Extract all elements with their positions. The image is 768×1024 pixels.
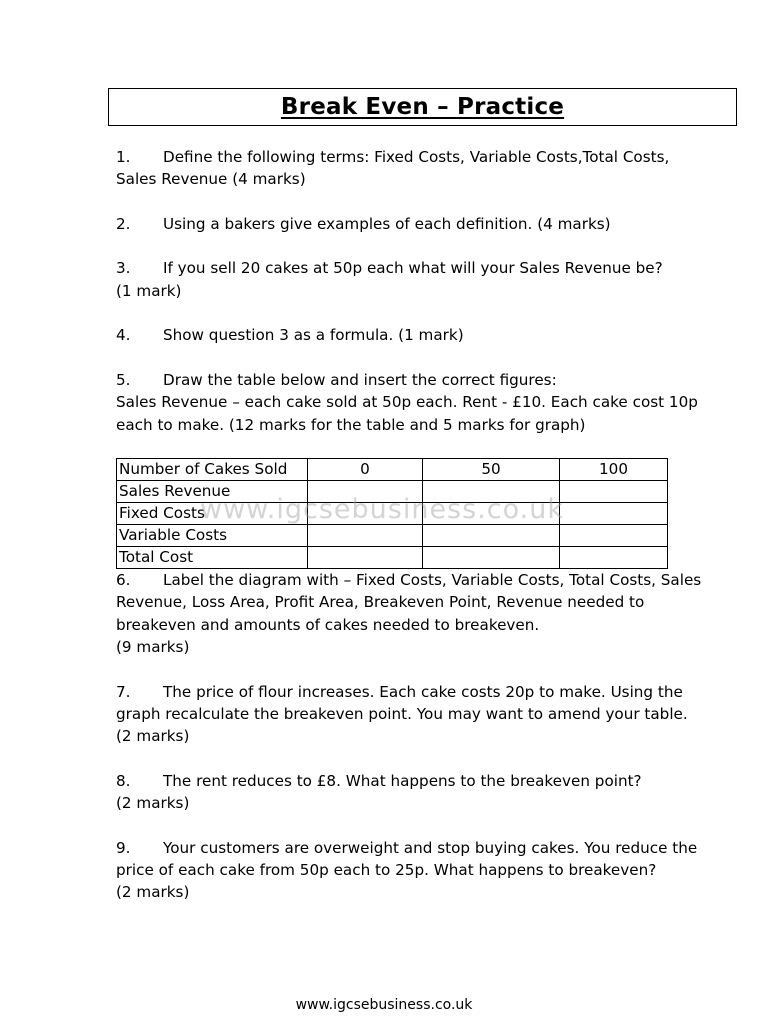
question-number: 6.: [116, 571, 131, 590]
table-header-row: [117, 459, 668, 481]
table-cell: [560, 481, 668, 503]
break-even-table: [116, 458, 668, 569]
table-cell: [423, 481, 560, 503]
question-text: The price of flour increases. Each cake costs 20p to make. Using the: [163, 682, 683, 701]
row-label: Variable Costs: [117, 525, 308, 547]
table-header-cell: 0: [308, 459, 423, 481]
table-row: [117, 503, 668, 525]
question-6: [116, 569, 741, 658]
question-text: breakeven and amounts of cakes needed to breakeven.: [116, 615, 540, 634]
table-row: [117, 547, 668, 569]
question-text: (9 marks): [116, 638, 190, 657]
page-title: Break Even – Practice: [280, 94, 565, 120]
table-cell: [308, 525, 423, 547]
question-text: (1 mark): [116, 281, 182, 300]
table-row: [117, 525, 668, 547]
question-text: graph recalculate the breakeven point. You may want to amend your table.: [116, 704, 688, 723]
table-cell: [560, 525, 668, 547]
question-number: 7.: [116, 682, 131, 701]
table-cell: [423, 525, 560, 547]
question-number: 8.: [116, 771, 131, 790]
question-text: If you sell 20 cakes at 50p each what will your Sales Revenue be?: [163, 259, 663, 278]
question-7: [116, 681, 741, 748]
table-cell: [308, 481, 423, 503]
watermark: www.igcsebusiness.co.uk: [200, 494, 564, 525]
question-number: 9.: [116, 838, 131, 857]
table-cell: [423, 547, 560, 569]
row-label: Total Cost: [117, 547, 308, 569]
question-text: Revenue, Loss Area, Profit Area, Breakeven Point, Revenue needed to: [116, 593, 645, 612]
table-header-cell: 50: [423, 459, 560, 481]
table-header-cell: 100: [560, 459, 668, 481]
question-text: Sales Revenue – each cake sold at 50p each. Rent - £10. Each cake cost 10p: [116, 393, 698, 412]
question-number: 3.: [116, 259, 131, 278]
question-text: Define the following terms: Fixed Costs, Variable Costs,Total Costs,: [163, 148, 670, 166]
question-number: 4.: [116, 326, 131, 345]
table-cell: [560, 503, 668, 525]
table-cell: [308, 503, 423, 525]
table-cell: [423, 503, 560, 525]
question-text: (2 marks): [116, 794, 190, 813]
questions-section: [116, 146, 741, 904]
question-text: Your customers are overweight and stop buying cakes. You reduce the: [163, 838, 698, 857]
title-box: [108, 88, 737, 126]
question-text: The rent reduces to £8. What happens to the breakeven point?: [163, 771, 642, 790]
question-4: [116, 324, 741, 346]
question-8: [116, 770, 741, 815]
question-text: Using a bakers give examples of each definition. (4 marks): [163, 214, 611, 233]
question-1: [116, 146, 741, 191]
question-number: 5.: [116, 370, 131, 389]
question-3: [116, 257, 741, 302]
row-label: Sales Revenue: [117, 481, 308, 503]
table-header-cell: Number of Cakes Sold: [117, 459, 308, 481]
question-text: price of each cake from 50p each to 25p. What happens to breakeven?: [116, 861, 657, 880]
question-text: Sales Revenue (4 marks): [116, 170, 306, 189]
footer-url: www.igcsebusiness.co.uk: [295, 997, 473, 1013]
question-text: Show question 3 as a formula. (1 mark): [163, 326, 464, 345]
table-cell: [308, 547, 423, 569]
question-2: [116, 213, 741, 235]
question-text: (2 marks): [116, 727, 190, 746]
question-number: 2.: [116, 214, 131, 233]
question-text: Label the diagram with – Fixed Costs, Variable Costs, Total Costs, Sales: [163, 571, 702, 590]
question-9: [116, 837, 741, 904]
question-text: each to make. (12 marks for the table and 5 marks for graph): [116, 415, 586, 434]
question-number: 1.: [116, 148, 131, 166]
question-5: [116, 369, 741, 436]
question-text: (2 marks): [116, 883, 190, 902]
row-label: Fixed Costs: [117, 503, 308, 525]
question-text: Draw the table below and insert the correct figures:: [163, 370, 557, 389]
table-row: [117, 481, 668, 503]
table-cell: [560, 547, 668, 569]
